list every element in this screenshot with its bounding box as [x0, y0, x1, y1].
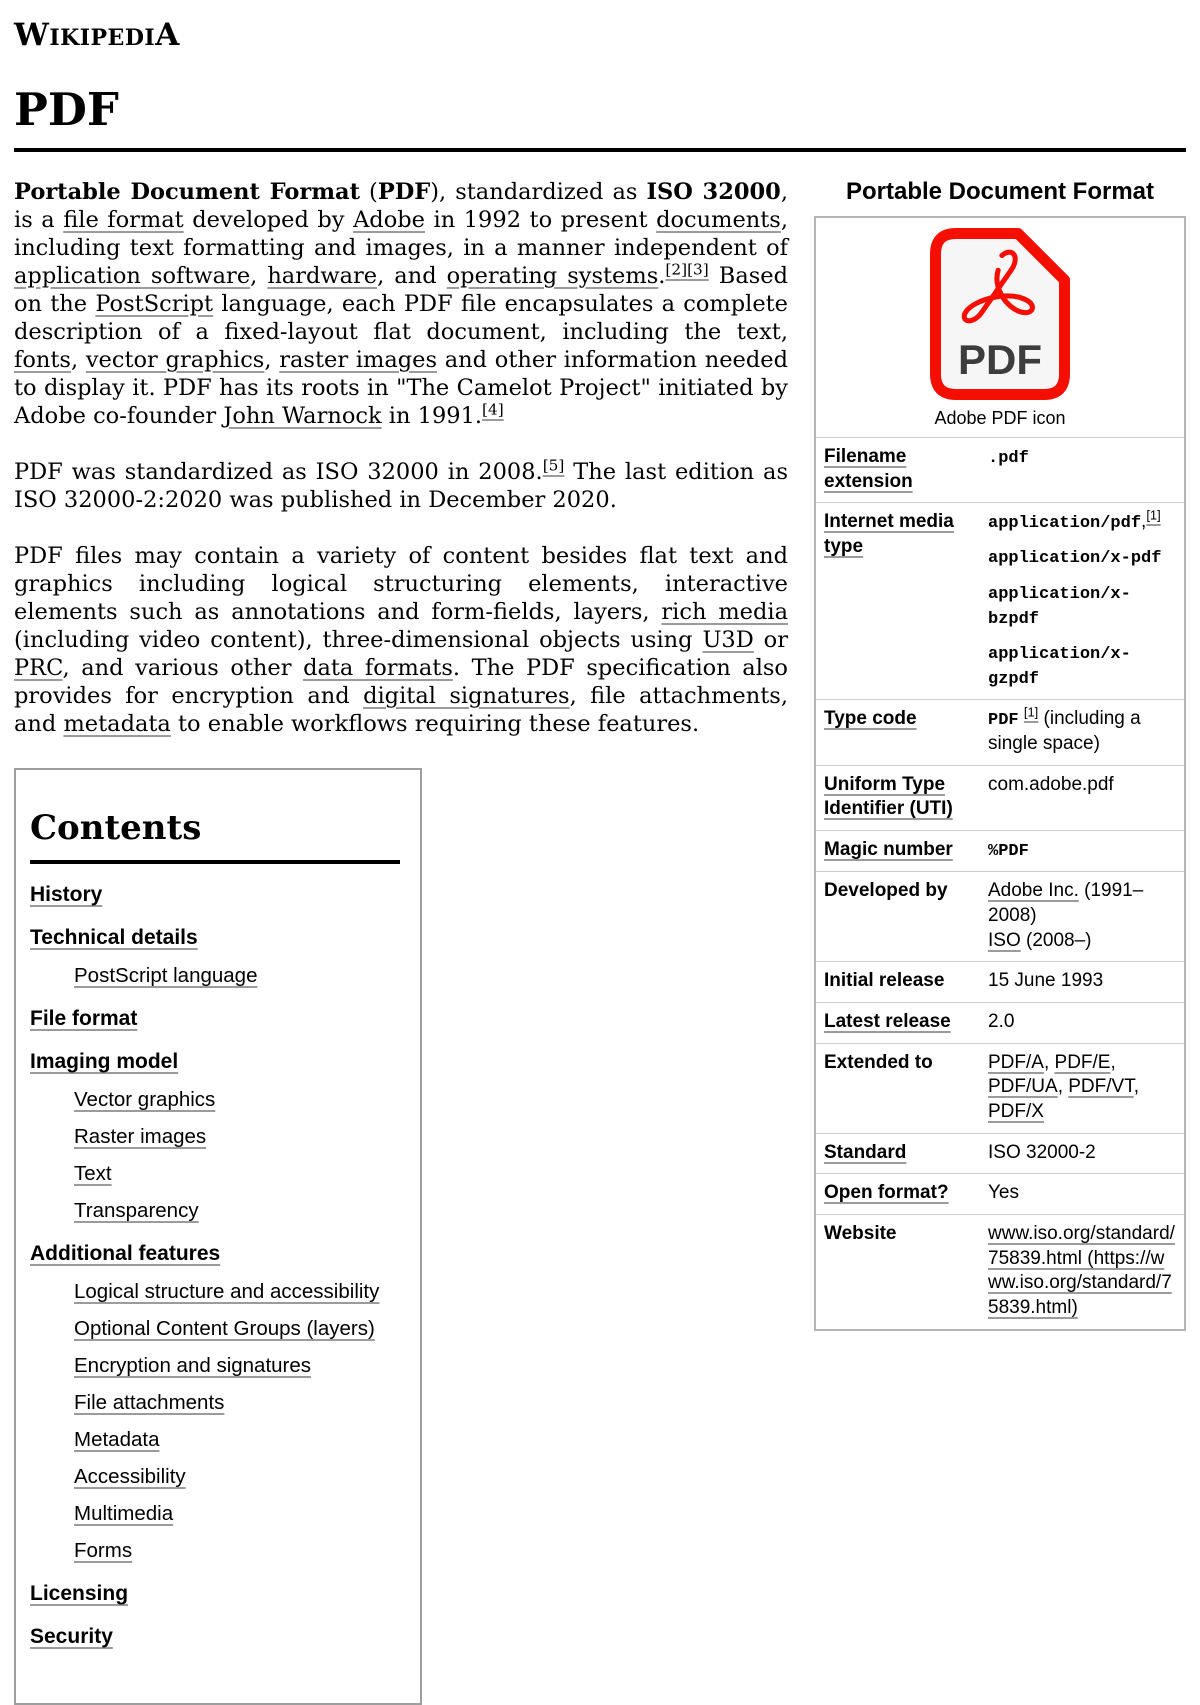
toc-link[interactable]: Logical structure and accessibility [74, 1280, 380, 1303]
title-divider [14, 148, 1186, 152]
text-segment: , including text formatting and images, in a manner independent of [14, 207, 789, 261]
infobox-label[interactable]: Internet media type [824, 511, 954, 558]
infobox-label[interactable]: Latest release [824, 1010, 951, 1032]
text-segment: developed by [183, 207, 354, 233]
infobox-value [984, 831, 1184, 872]
infobox-label-cell [816, 1002, 984, 1043]
infobox-label-cell [816, 1215, 984, 1329]
infobox-label-cell [816, 699, 984, 765]
infobox-box [814, 216, 1186, 1331]
toc-item [74, 1317, 400, 1341]
reference-link[interactable]: [5] [542, 456, 565, 475]
main-content [14, 178, 1186, 1705]
infobox-row [816, 765, 1184, 830]
text-segment: , file attachments, and [14, 683, 788, 737]
toc-link[interactable]: Technical details [30, 926, 198, 949]
infobox-row [816, 831, 1184, 872]
infobox-row [816, 962, 1184, 1003]
text-segment: to enable workflows requiring these features. [170, 711, 700, 737]
link[interactable]: PDF/VT [1068, 1076, 1134, 1098]
infobox-value [984, 1002, 1184, 1043]
text-segment: ISO 32000 [646, 179, 781, 205]
paragraph [14, 178, 790, 430]
text-segment: Based on the [14, 263, 788, 317]
toc-item [74, 1428, 400, 1452]
text-segment: PDF [377, 179, 431, 205]
link[interactable]: operating systems [446, 263, 659, 289]
link[interactable]: ISO [988, 929, 1021, 951]
toc-item [30, 1625, 400, 1649]
link[interactable]: file format [63, 207, 184, 233]
text-segment: (2008–) [1020, 929, 1092, 951]
toc-link[interactable]: Additional features [30, 1242, 221, 1265]
link[interactable]: Adobe Inc. [988, 880, 1079, 902]
text-segment: PDF [988, 710, 1019, 730]
toc-item [74, 1465, 400, 1489]
link[interactable]: PDF/UA [988, 1076, 1058, 1098]
text-segment: , [1057, 1076, 1069, 1098]
reference-link[interactable]: [4] [482, 400, 504, 419]
text-segment: 15 June 1993 [988, 970, 1104, 992]
text-segment: , is a [14, 179, 788, 233]
infobox-label[interactable]: Type code [824, 707, 917, 729]
link[interactable]: metadata [63, 711, 171, 737]
toc-list [30, 883, 400, 1649]
link[interactable]: PRC [14, 655, 63, 681]
text-segment: Portable Document Format [14, 179, 361, 205]
text-segment: , and various other [62, 655, 304, 681]
link[interactable]: fonts [14, 347, 71, 373]
infobox [814, 178, 1186, 1331]
text-segment: Yes [988, 1182, 1019, 1204]
toc-link[interactable]: Text [74, 1162, 112, 1185]
infobox-value [984, 872, 1184, 962]
link[interactable]: vector graphics [85, 347, 265, 373]
infobox-value [984, 1133, 1184, 1174]
infobox-row [816, 1215, 1184, 1329]
infobox-label-cell [816, 1133, 984, 1174]
infobox-value [984, 1215, 1184, 1329]
toc-link[interactable]: Vector graphics [74, 1088, 216, 1111]
infobox-value [984, 1174, 1184, 1215]
text-segment: application/x-pdf [988, 549, 1162, 569]
toc-item [74, 1088, 400, 1112]
link[interactable]: raster images [279, 347, 438, 373]
infobox-label: Extended to [824, 1051, 933, 1073]
infobox-label[interactable]: Uniform Type Identifier (UTI) [824, 773, 953, 820]
page-title: PDF [14, 83, 119, 136]
reference-link[interactable]: [2] [665, 260, 688, 279]
toc-item [74, 1539, 400, 1563]
infobox-label: Website [824, 1223, 897, 1245]
text-segment: ), standardized as [430, 179, 647, 205]
infobox-value [984, 438, 1184, 503]
value-line [988, 641, 1178, 691]
toc-link[interactable]: Transparency [74, 1199, 199, 1222]
link[interactable]: PDF/A [988, 1051, 1044, 1073]
link[interactable]: PDF/X [988, 1101, 1044, 1122]
toc-item [74, 964, 400, 988]
toc-link[interactable]: File attachments [74, 1391, 225, 1414]
infobox-row [816, 699, 1184, 765]
value-line [988, 581, 1178, 631]
link[interactable]: Adobe [353, 207, 425, 233]
toc-link[interactable]: Optional Content Groups (layers) [74, 1317, 375, 1340]
text-segment: PDF was standardized as ISO 32000 in 2008. [14, 459, 543, 485]
infobox-label-cell [816, 1043, 984, 1133]
link[interactable]: John Warnock [223, 403, 382, 429]
text-segment: (1991–2008) [988, 880, 1144, 926]
link[interactable]: rich media [661, 599, 788, 625]
link[interactable]: PostScript [95, 291, 214, 317]
text-segment: , and [377, 263, 447, 289]
infobox-row [816, 1133, 1184, 1174]
infobox-label: Initial release [824, 970, 945, 992]
infobox-label[interactable]: Magic number [824, 839, 953, 861]
toc-link[interactable]: Multimedia [74, 1502, 174, 1525]
link[interactable]: data formats [303, 655, 453, 681]
infobox-label: Developed by [824, 880, 948, 902]
toc-link[interactable]: Imaging model [30, 1050, 179, 1073]
infobox-label[interactable]: Filename extension [824, 446, 913, 492]
text-segment: ( [360, 179, 378, 205]
infobox-label-cell [816, 962, 984, 1003]
text-segment: .pdf [988, 449, 1029, 468]
toc-link[interactable]: Raster images [74, 1125, 207, 1148]
text-segment: . The PDF specification also provides for encryption and [14, 655, 788, 709]
text-segment: ISO 32000-2 [988, 1141, 1096, 1163]
infobox-title: Portable Document Format [845, 178, 1155, 205]
toc-item [74, 1391, 400, 1415]
text-segment: , [1133, 1076, 1139, 1098]
text-segment: application/x-bzpdf [988, 584, 1131, 629]
infobox-label[interactable]: Open format? [824, 1182, 949, 1204]
text-segment: %PDF [988, 842, 1029, 862]
infobox-value [984, 699, 1184, 765]
infobox-value [984, 503, 1184, 700]
text-segment: , [264, 347, 280, 373]
toc-link[interactable]: File format [30, 1007, 138, 1030]
infobox-label-cell [816, 831, 984, 872]
toc-item [30, 1007, 400, 1031]
toc-link[interactable]: Encryption and signatures [74, 1354, 312, 1377]
text-segment: (including a single space) [988, 707, 1141, 755]
text-segment: and other information needed to display it. PDF has its roots in "The Camelot Project" initiated by Adobe co-founder [14, 347, 788, 429]
pdf-icon-label: PDF [958, 336, 1042, 383]
link[interactable]: documents [656, 207, 781, 233]
toc-link[interactable]: PostScript language [74, 964, 258, 987]
infobox-row [816, 872, 1184, 962]
text-segment: in 1992 to present [424, 207, 657, 233]
reference-link[interactable]: [3] [687, 260, 709, 279]
link[interactable]: digital signatures [363, 683, 570, 709]
infobox-label-cell [816, 872, 984, 962]
toc-item [30, 883, 400, 907]
text-segment: , [250, 263, 268, 289]
wikipedia-wordmark: WikipediA [14, 17, 180, 53]
text-segment: The last edition as ISO 32000-2:2020 was published in December 2020. [14, 459, 788, 513]
paragraph [14, 458, 790, 514]
toc-link[interactable]: Licensing [30, 1582, 129, 1605]
text-segment: in 1991. [381, 403, 483, 429]
text-segment: language, each PDF file encapsulates a complete description of a fixed-layout flat document, including the text, [14, 291, 788, 345]
reference-link[interactable]: [1] [1146, 508, 1161, 524]
text-segment: application/pdf [988, 514, 1142, 534]
contents-title: Contents [30, 808, 400, 864]
infobox-label[interactable]: Standard [824, 1141, 907, 1163]
toc-link[interactable]: Security [30, 1625, 113, 1648]
value-line [988, 545, 1178, 570]
link[interactable]: application software [14, 263, 251, 289]
toc-item [74, 1280, 400, 1304]
text-segment: 2.0 [988, 1010, 1015, 1032]
paragraph [14, 542, 790, 738]
toc-item [74, 1162, 400, 1186]
toc-item [30, 1050, 400, 1074]
text-segment: , [70, 347, 86, 373]
text-segment: or [753, 627, 788, 653]
text-segment: com.adobe.pdf [988, 773, 1114, 795]
text-segment: , [1141, 511, 1147, 533]
infobox-value [984, 1043, 1184, 1133]
toc-item [74, 1125, 400, 1149]
infobox-value [984, 962, 1184, 1003]
toc-link[interactable]: Forms [74, 1539, 133, 1562]
toc-link[interactable]: Accessibility [74, 1465, 186, 1488]
infobox-table [816, 437, 1184, 1329]
infobox-row [816, 1043, 1184, 1133]
link[interactable]: U3D [702, 627, 754, 653]
adobe-pdf-icon [930, 228, 1070, 400]
contents-box [14, 768, 422, 1705]
link[interactable]: www.iso.org/standard/75839.html (https://www.iso.org/standard/75839.html) [988, 1223, 1175, 1319]
reference-link[interactable]: [1] [1023, 704, 1039, 720]
infobox-label-cell [816, 503, 984, 700]
infobox-row [816, 503, 1184, 700]
link[interactable]: PDF/E [1054, 1051, 1111, 1073]
toc-item [30, 926, 400, 950]
text-segment: , [1110, 1051, 1116, 1073]
toc-item [74, 1199, 400, 1223]
toc-link[interactable]: Metadata [74, 1428, 160, 1451]
text-segment: . [658, 263, 666, 289]
infobox-rows [816, 438, 1184, 1329]
infobox-row [816, 438, 1184, 503]
infobox-label-cell [816, 765, 984, 830]
infobox-label-cell [816, 438, 984, 503]
text-segment: application/x-gzpdf [988, 644, 1131, 689]
text-segment: , [1043, 1051, 1055, 1073]
infobox-row [816, 1174, 1184, 1215]
value-line [988, 510, 1178, 535]
text-segment: PDF files may contain a variety of content besides flat text and graphics including logical structuring elements, interactive elements such as annotations and form-fields, layers, [14, 543, 788, 625]
toc-item [30, 1242, 400, 1266]
link[interactable]: hardware [267, 263, 378, 289]
infobox-value [984, 765, 1184, 830]
toc-item [30, 1582, 400, 1606]
infobox-label-cell [816, 1174, 984, 1215]
infobox-image-cell [816, 218, 1184, 437]
toc-item [74, 1354, 400, 1378]
infobox-caption: Adobe PDF icon [934, 408, 1066, 428]
toc-link[interactable]: History [30, 883, 103, 906]
text-segment: (including video content), three-dimensional objects using [14, 627, 703, 653]
infobox-row [816, 1002, 1184, 1043]
toc-item [74, 1502, 400, 1526]
